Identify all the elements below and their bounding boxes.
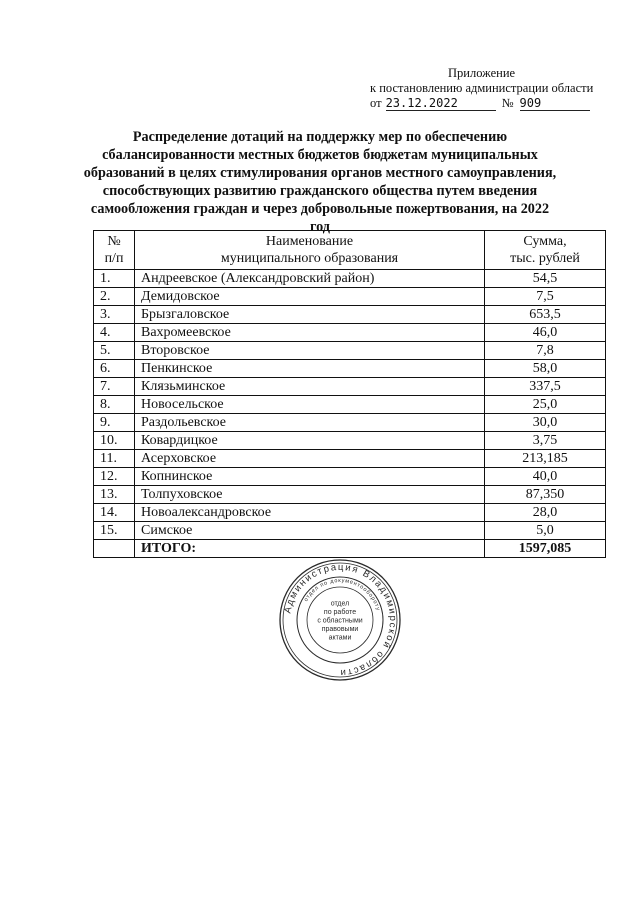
subsidy-sum: 28,0 <box>485 504 606 522</box>
appendix-reference: к постановлению администрации области <box>370 81 594 95</box>
stamp-center-line: по работе <box>323 609 357 616</box>
row-number: 2. <box>94 288 135 306</box>
subsidy-sum: 213,185 <box>485 450 606 468</box>
subsidy-sum: 46,0 <box>485 324 606 342</box>
row-number: 12. <box>94 468 135 486</box>
row-number: 14. <box>94 504 135 522</box>
row-number: 15. <box>94 522 135 540</box>
municipality-name: Новоалександровское <box>135 504 485 522</box>
stamp-center-line: отдел <box>330 600 350 608</box>
subsidy-sum: 7,8 <box>485 342 606 360</box>
total-label: ИТОГО: <box>135 540 485 558</box>
municipality-name: Андреевское (Александровский район) <box>135 270 485 288</box>
table-row <box>94 288 606 306</box>
municipality-name: Демидовское <box>135 288 485 306</box>
table-row <box>94 486 606 504</box>
table-row <box>94 504 606 522</box>
municipality-name: Брызгаловское <box>135 306 485 324</box>
municipality-name: Асерховское <box>135 450 485 468</box>
row-number: 7. <box>94 378 135 396</box>
row-number: 10. <box>94 432 135 450</box>
row-number: 6. <box>94 360 135 378</box>
table-header-row <box>94 231 606 270</box>
official-stamp <box>277 557 403 683</box>
subsidy-sum: 337,5 <box>485 378 606 396</box>
total-number-cell <box>94 540 135 558</box>
subsidy-sum: 30,0 <box>485 414 606 432</box>
table-row <box>94 432 606 450</box>
row-number: 5. <box>94 342 135 360</box>
row-number: 4. <box>94 324 135 342</box>
row-number: 13. <box>94 486 135 504</box>
table-row <box>94 450 606 468</box>
stamp-ring-textpath: Администрация Владимирской области <box>282 561 399 679</box>
table-row <box>94 414 606 432</box>
subsidy-sum: 7,5 <box>485 288 606 306</box>
stamp-inner-textpath: отдел по документообороту <box>303 577 381 612</box>
table-row <box>94 342 606 360</box>
municipality-name: Пенкинское <box>135 360 485 378</box>
table-row <box>94 396 606 414</box>
row-number: 3. <box>94 306 135 324</box>
row-number: 8. <box>94 396 135 414</box>
column-header-name: Наименование муниципального образования <box>135 231 485 270</box>
municipality-name: Клязьминское <box>135 378 485 396</box>
municipality-name: Толпуховское <box>135 486 485 504</box>
document-title: Распределение дотаций на поддержку мер по обеспечению сбалансированности местных бюджетов бюджетам муниципальных образований в целях стимулирования органов местного самоуправления, способствующих развитию гражданского общества путем введения самообложения граждан и через добровольные пожертвования, на 2022 год <box>83 129 557 235</box>
table-row <box>94 324 606 342</box>
decree-date-number <box>360 96 605 111</box>
table-row <box>94 522 606 540</box>
number-prefix: № <box>501 96 514 110</box>
municipality-name: Раздольевское <box>135 414 485 432</box>
decree-date: 23.12.2022 <box>386 97 496 111</box>
decree-number: 909 <box>520 97 590 111</box>
subsidy-sum: 3,75 <box>485 432 606 450</box>
table-row <box>94 468 606 486</box>
subsidy-sum: 40,0 <box>485 468 606 486</box>
municipality-name: Симское <box>135 522 485 540</box>
municipality-name: Вахромеевское <box>135 324 485 342</box>
stamp-center-line: актами <box>328 634 352 642</box>
total-sum: 1597,085 <box>485 540 606 558</box>
table-row <box>94 360 606 378</box>
column-header-number: № п/п <box>94 231 135 270</box>
date-prefix: от <box>370 96 382 110</box>
subsidy-sum: 653,5 <box>485 306 606 324</box>
municipality-name: Новосельское <box>135 396 485 414</box>
stamp-center-line: с областными <box>317 617 363 625</box>
row-number: 9. <box>94 414 135 432</box>
table-total-row <box>94 540 606 558</box>
subsidy-sum: 5,0 <box>485 522 606 540</box>
municipality-name: Второвское <box>135 342 485 360</box>
table-row <box>94 270 606 288</box>
subsidy-sum: 54,5 <box>485 270 606 288</box>
column-header-sum: Сумма, тыс. рублей <box>485 231 606 270</box>
subsidy-sum: 58,0 <box>485 360 606 378</box>
document-header <box>360 66 605 111</box>
row-number: 11. <box>94 450 135 468</box>
municipality-name: Ковардицкое <box>135 432 485 450</box>
table-row <box>94 306 606 324</box>
municipality-name: Копнинское <box>135 468 485 486</box>
row-number: 1. <box>94 270 135 288</box>
table-row <box>94 378 606 396</box>
stamp-center-line: правовыми <box>321 626 359 633</box>
distribution-table <box>93 230 606 558</box>
subsidy-sum: 25,0 <box>485 396 606 414</box>
stamp-center-text <box>317 601 362 642</box>
appendix-label: Приложение <box>448 66 516 80</box>
subsidy-sum: 87,350 <box>485 486 606 504</box>
